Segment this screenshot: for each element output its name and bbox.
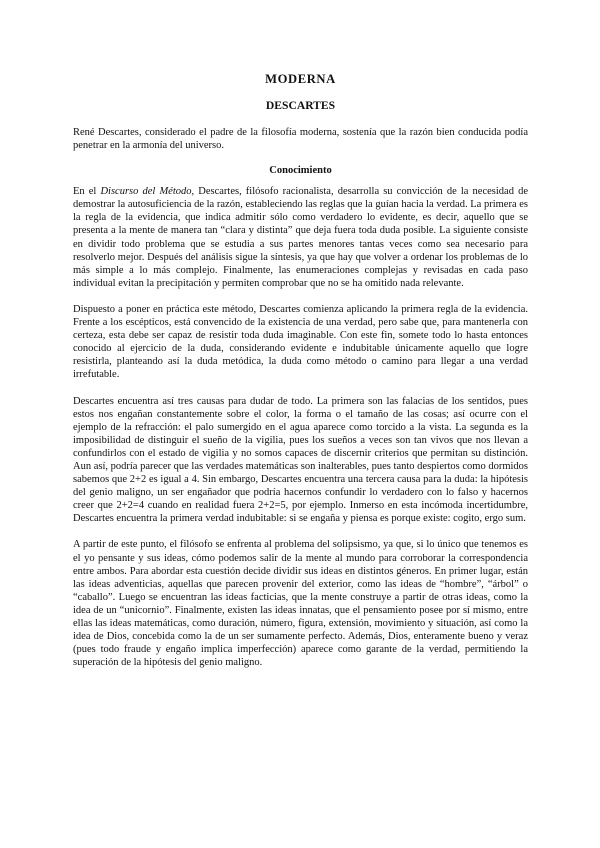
document-title: MODERNA: [265, 72, 336, 86]
paragraph-1-rest: , Descartes, filósofo racionalista, desarrolla su convicción de la necesidad de demostrar la autosuficiencia de la razón, estableciendo las reglas que la guían hacia la verdad. La primera es la regla de la evidencia, que indica admitir sólo como verdadero lo evidente, es decir, aquello que se presenta a la mente de manera tan “clara y distinta” que deja fuera toda duda posible. La siguiente consiste en dividir todo problema que se estudia a sus partes menores tantas veces como sea necesario para resolverlo mejor. Después del análisis sigue la síntesis, ya que hay que volver a ordenar los problemas de lo más simple a lo más complejo. Finalmente, las enumeraciones complejas y revisadas en cada paso individual evitan la precipitación y permiten comprobar que no se ha omitido nada relevante.: [73, 186, 528, 289]
document-subtitle: DESCARTES: [265, 99, 336, 112]
paragraph-2: Dispuesto a poner en práctica este método, Descartes comienza aplicando la primera regla de la evidencia. Frente a los escépticos, está convencido de la existencia de una verdad, pero sabe que, para mantenerla con certeza, esta debe ser capaz de resistir toda duda imaginable. Con este fin, somete todo lo hasta entonces conocido al ejercicio de la duda, considerando evidente e indubitable únicamente aquello que logre resistirla, planteando así la duda metódica, la duda como método o camino para llegar a una verdad irrefutable.: [73, 303, 528, 381]
intro-paragraph: René Descartes, considerado el padre de la filosofía moderna, sostenía que la razón bien conducida podía penetrar en la armonía del universo.: [73, 127, 528, 152]
paragraph-1: [73, 185, 528, 290]
section-heading: Conocimiento: [269, 165, 332, 177]
paragraph-3: Descartes encuentra así tres causas para dudar de todo. La primera son las falacias de los sentidos, pues estos nos engañan constantemente sobre el color, la forma o el tamaño de las cosas; así ocurre con el ejemplo de la refracción: el palo sumergido en el agua aparece como torcido a la vista. La segunda es la imposibilidad de distinguir el sueño de la vigilia, pues los sueños a veces son tan vivos que nos llevan a confundirlos con el estado de vigilia y no somos capaces de discernir criterios que permitan su distinción. Aun así, podría parecer que las verdades matemáticas son inalterables, pues tanto despiertos como dormidos sabemos que 2+2 es igual a 4. Sin embargo, Descartes encuentra una tercera causa para la duda: la hipótesis del genio maligno, un ser engañador que podría hacernos confundir lo verdadero con lo falso y hacernos creer que 2+2=4 cuando en realidad fuera 2+2=5, por ejemplo. Inmerso en esta incómoda incertidumbre, Descartes encuentra la primera verdad indubitable: si se engaña y piensa es porque existe: cogito, ergo sum.: [73, 395, 528, 525]
book-title-italic: Discurso del Método: [100, 186, 192, 198]
paragraph-4: A partir de este punto, el filósofo se enfrenta al problema del solipsismo, ya que, si lo único que tenemos es el yo pensante y sus ideas, cómo podemos salir de la mente al mundo para corroborar la correspondencia entre ambos. Para abordar esta cuestión decide dividir sus ideas en distintos géneros. En primer lugar, están las ideas adventicias, aquellas que parecen provenir del exterior, como las ideas de “hombre”, “árbol” o “caballo”. Luego se encuentran las ideas facticias, que la mente construye a partir de otras ideas, como la idea de un “unicornio”. Finalmente, existen las ideas innatas, que el pensamiento posee por sí mismo, entre ellas las ideas matemáticas, como duración, número, figura, extensión, movimiento y situación, así como la idea de Dios, concebida como la de un ser sumamente perfecto. Además, Dios, enteramente bueno y veraz (pues todo fraude y engaño implica imperfección) aparece como garante de la verdad, permitiendo la superación de la hipótesis del genio maligno.: [73, 539, 528, 669]
paragraph-1-start: En el: [73, 186, 101, 198]
